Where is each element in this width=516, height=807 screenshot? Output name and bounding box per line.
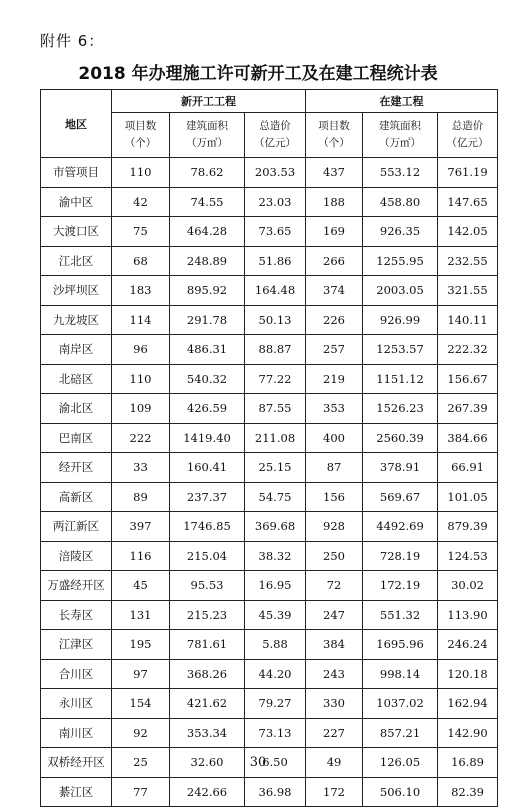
cell-cur-area: 1695.96 [363,630,438,660]
cell-cur-count: 928 [306,512,363,542]
table-row [41,482,498,512]
header-cur-area-unit: （万㎡） [379,137,422,149]
header-cur-count-unit: （个） [318,137,350,149]
table-row [41,571,498,601]
header-cur-count [306,113,363,158]
cell-new-area: 1746.85 [170,512,245,542]
table-row [41,689,498,719]
cell-cur-price: 140.11 [438,305,498,335]
page-number: 30 [249,755,267,770]
cell-cur-price: 384.66 [438,423,498,453]
cell-cur-price: 16.89 [438,748,498,778]
cell-new-price: 6.50 [245,748,306,778]
cell-cur-count: 353 [306,394,363,424]
cell-cur-count: 243 [306,659,363,689]
header-new-price-label: 总造价 [259,120,291,132]
cell-region: 渝北区 [41,394,112,424]
cell-cur-area: 2560.39 [363,423,438,453]
cell-new-area: 242.66 [170,777,245,807]
cell-region: 巴南区 [41,423,112,453]
cell-new-area: 215.23 [170,600,245,630]
cell-region: 沙坪坝区 [41,276,112,306]
cell-cur-price: 222.32 [438,335,498,365]
cell-new-price: 88.87 [245,335,306,365]
cell-new-count: 25 [112,748,170,778]
header-ongoing-works: 在建工程 [306,90,498,113]
cell-cur-area: 857.21 [363,718,438,748]
cell-cur-price: 142.05 [438,217,498,247]
header-new-count [112,113,170,158]
cell-new-price: 50.13 [245,305,306,335]
cell-new-count: 75 [112,217,170,247]
cell-cur-price: 142.90 [438,718,498,748]
cell-region: 合川区 [41,659,112,689]
cell-new-area: 237.37 [170,482,245,512]
header-new-price-unit: （亿元） [254,137,297,149]
cell-cur-area: 551.32 [363,600,438,630]
cell-new-count: 42 [112,187,170,217]
cell-new-count: 222 [112,423,170,453]
cell-region: 市管项目 [41,158,112,188]
table-row [41,217,498,247]
cell-cur-price: 232.55 [438,246,498,276]
header-row-group [41,90,498,113]
cell-cur-count: 250 [306,541,363,571]
cell-new-area: 248.89 [170,246,245,276]
cell-cur-area: 1151.12 [363,364,438,394]
cell-new-price: 87.55 [245,394,306,424]
cell-cur-price: 761.19 [438,158,498,188]
cell-cur-count: 87 [306,453,363,483]
cell-new-count: 109 [112,394,170,424]
table-row [41,276,498,306]
cell-region: 经开区 [41,453,112,483]
cell-cur-count: 374 [306,276,363,306]
cell-cur-count: 156 [306,482,363,512]
cell-new-area: 486.31 [170,335,245,365]
header-new-count-unit: （个） [124,137,157,149]
cell-new-count: 195 [112,630,170,660]
table-row [41,305,498,335]
cell-cur-price: 113.90 [438,600,498,630]
header-region: 地区 [41,90,112,158]
table-row [41,659,498,689]
cell-cur-price: 124.53 [438,541,498,571]
cell-cur-area: 378.91 [363,453,438,483]
cell-cur-count: 257 [306,335,363,365]
cell-new-count: 68 [112,246,170,276]
table-row [41,364,498,394]
cell-new-area: 464.28 [170,217,245,247]
cell-region: 九龙坡区 [41,305,112,335]
cell-new-price: 73.13 [245,718,306,748]
table-body [41,158,498,807]
cell-new-price: 45.39 [245,600,306,630]
cell-new-price: 73.65 [245,217,306,247]
header-new-area [170,113,245,158]
cell-cur-area: 126.05 [363,748,438,778]
cell-cur-price: 246.24 [438,630,498,660]
cell-cur-count: 226 [306,305,363,335]
cell-new-count: 114 [112,305,170,335]
cell-new-price: 203.53 [245,158,306,188]
cell-cur-count: 437 [306,158,363,188]
table-row [41,394,498,424]
cell-new-count: 131 [112,600,170,630]
cell-cur-area: 926.35 [363,217,438,247]
header-cur-area [363,113,438,158]
cell-cur-area: 172.19 [363,571,438,601]
cell-cur-price: 66.91 [438,453,498,483]
cell-new-area: 540.32 [170,364,245,394]
cell-cur-area: 1037.02 [363,689,438,719]
header-new-count-label: 项目数 [124,120,157,132]
cell-cur-price: 147.65 [438,187,498,217]
cell-new-price: 25.15 [245,453,306,483]
cell-cur-price: 879.39 [438,512,498,542]
cell-new-area: 74.55 [170,187,245,217]
cell-new-price: 5.88 [245,630,306,660]
table-row [41,541,498,571]
cell-cur-area: 1253.57 [363,335,438,365]
cell-new-count: 97 [112,659,170,689]
cell-new-price: 79.27 [245,689,306,719]
header-new-works: 新开工工程 [112,90,306,113]
cell-new-price: 164.48 [245,276,306,306]
cell-new-count: 397 [112,512,170,542]
cell-cur-area: 926.99 [363,305,438,335]
cell-cur-count: 172 [306,777,363,807]
cell-new-area: 421.62 [170,689,245,719]
cell-cur-area: 458.80 [363,187,438,217]
cell-new-price: 36.98 [245,777,306,807]
cell-region: 长寿区 [41,600,112,630]
cell-cur-count: 227 [306,718,363,748]
cell-new-count: 77 [112,777,170,807]
cell-new-price: 38.32 [245,541,306,571]
header-cur-count-label: 项目数 [318,120,350,132]
cell-cur-area: 1255.95 [363,246,438,276]
cell-new-area: 32.60 [170,748,245,778]
cell-cur-area: 553.12 [363,158,438,188]
cell-cur-count: 49 [306,748,363,778]
cell-cur-count: 169 [306,217,363,247]
cell-cur-area: 506.10 [363,777,438,807]
cell-new-area: 895.92 [170,276,245,306]
table-row [41,777,498,807]
cell-cur-count: 219 [306,364,363,394]
cell-new-price: 23.03 [245,187,306,217]
cell-new-count: 92 [112,718,170,748]
table-row [41,187,498,217]
header-cur-area-label: 建筑面积 [379,120,422,132]
cell-cur-price: 82.39 [438,777,498,807]
cell-new-price: 16.95 [245,571,306,601]
table-row [41,600,498,630]
cell-new-area: 95.53 [170,571,245,601]
cell-new-area: 291.78 [170,305,245,335]
cell-region: 大渡口区 [41,217,112,247]
cell-region: 万盛经开区 [41,571,112,601]
cell-region: 双桥经开区 [41,748,112,778]
cell-new-price: 369.68 [245,512,306,542]
cell-cur-price: 267.39 [438,394,498,424]
cell-new-price: 77.22 [245,364,306,394]
statistics-table [40,89,498,807]
cell-cur-area: 4492.69 [363,512,438,542]
cell-region: 涪陵区 [41,541,112,571]
cell-new-area: 1419.40 [170,423,245,453]
cell-new-area: 160.41 [170,453,245,483]
cell-cur-count: 188 [306,187,363,217]
table-row [41,158,498,188]
cell-cur-price: 321.55 [438,276,498,306]
table-row [41,423,498,453]
cell-new-price: 51.86 [245,246,306,276]
cell-cur-price: 162.94 [438,689,498,719]
cell-region: 高新区 [41,482,112,512]
cell-new-count: 110 [112,364,170,394]
table-row [41,453,498,483]
cell-new-area: 353.34 [170,718,245,748]
attachment-label: 附件 6： [40,32,105,50]
table-row [41,630,498,660]
cell-region: 永川区 [41,689,112,719]
table-row [41,718,498,748]
cell-cur-price: 120.18 [438,659,498,689]
page-title: 2018 年办理施工许可新开工及在建工程统计表 [78,64,438,84]
cell-region: 綦江区 [41,777,112,807]
cell-region: 江津区 [41,630,112,660]
cell-new-count: 183 [112,276,170,306]
cell-new-area: 426.59 [170,394,245,424]
cell-cur-count: 72 [306,571,363,601]
cell-region: 两江新区 [41,512,112,542]
header-new-price [245,113,306,158]
header-cur-price-unit: （亿元） [446,137,489,149]
cell-new-area: 781.61 [170,630,245,660]
cell-new-count: 116 [112,541,170,571]
header-cur-price-label: 总造价 [451,120,484,132]
header-new-area-label: 建筑面积 [186,120,228,132]
cell-cur-price: 101.05 [438,482,498,512]
cell-new-count: 110 [112,158,170,188]
cell-cur-area: 2003.05 [363,276,438,306]
header-cur-price [438,113,498,158]
cell-region: 渝中区 [41,187,112,217]
cell-new-area: 78.62 [170,158,245,188]
table-row [41,246,498,276]
cell-cur-count: 266 [306,246,363,276]
cell-new-count: 154 [112,689,170,719]
cell-cur-count: 400 [306,423,363,453]
cell-new-price: 211.08 [245,423,306,453]
cell-cur-area: 1526.23 [363,394,438,424]
cell-new-count: 89 [112,482,170,512]
table-row [41,512,498,542]
cell-new-price: 54.75 [245,482,306,512]
cell-cur-count: 247 [306,600,363,630]
table-row [41,335,498,365]
cell-new-count: 33 [112,453,170,483]
cell-region: 南川区 [41,718,112,748]
cell-new-count: 96 [112,335,170,365]
header-new-area-unit: （万㎡） [186,137,228,149]
cell-cur-area: 569.67 [363,482,438,512]
cell-region: 江北区 [41,246,112,276]
cell-cur-area: 728.19 [363,541,438,571]
cell-cur-count: 330 [306,689,363,719]
cell-cur-price: 156.67 [438,364,498,394]
cell-cur-area: 998.14 [363,659,438,689]
cell-new-price: 44.20 [245,659,306,689]
cell-region: 北碚区 [41,364,112,394]
cell-cur-count: 384 [306,630,363,660]
cell-region: 南岸区 [41,335,112,365]
cell-new-count: 45 [112,571,170,601]
cell-cur-price: 30.02 [438,571,498,601]
cell-new-area: 368.26 [170,659,245,689]
cell-new-area: 215.04 [170,541,245,571]
